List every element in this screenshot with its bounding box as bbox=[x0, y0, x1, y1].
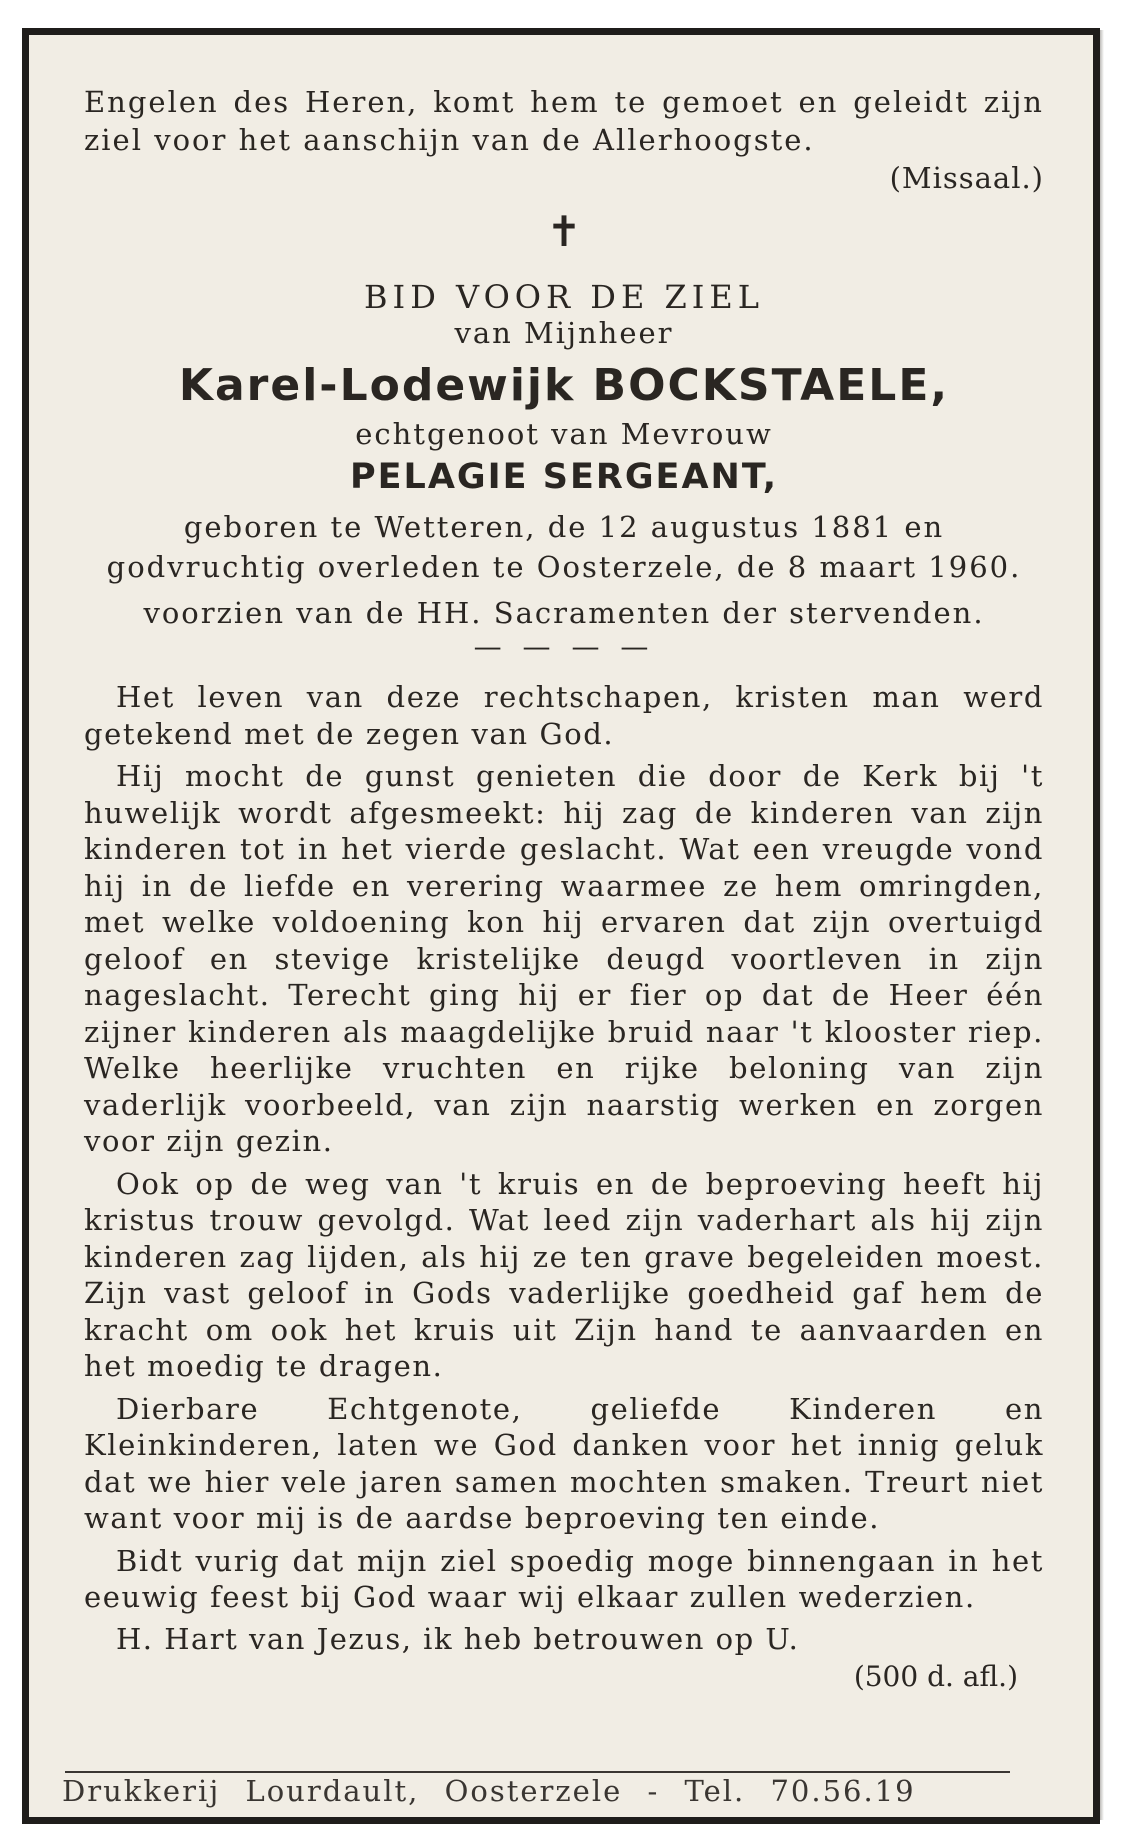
card-content bbox=[84, 83, 1044, 1693]
birth-line: geboren te Wetteren, de 12 augustus 1881 en bbox=[183, 510, 945, 544]
paragraph: Dierbare Echtgenote, geliefde Kinderen en Kleinkinderen, laten we God danken voor het innig geluk dat we hier vele jaren samen mochten smaken. Treurt niet want voor mij is de aardse beproeving ten einde. bbox=[84, 1391, 1044, 1535]
paragraph: Het leven van deze rechtschapen, kristen man werd getekend met de zegen van God. bbox=[84, 680, 1044, 751]
of-mister-line: van Mijnheer bbox=[454, 316, 674, 350]
cross-icon: ✝ bbox=[546, 207, 582, 256]
eulogy-body bbox=[84, 679, 1044, 1616]
life-dates bbox=[84, 507, 1044, 633]
memorial-card bbox=[22, 28, 1100, 1824]
spouse-intro: echtgenoot van Mevrouw bbox=[355, 417, 773, 451]
deceased-name: Karel-Lodewijk BOCKSTAELE, bbox=[178, 360, 950, 411]
indulgence-note: (500 d. afl.) bbox=[853, 1659, 1018, 1693]
spouse-name: PELAGIE SERGEANT, bbox=[349, 457, 779, 497]
motto-text: Engelen des Heren, komt hem te gemoet en geleidt zijn ziel voor het aanschijn van de Allerhoogste. bbox=[84, 85, 1044, 157]
printer-credit: Drukkerij Lourdault, Oosterzele - Tel. 70.56.19 bbox=[62, 1774, 916, 1808]
sacraments-line: voorzien van de HH. Sacramenten der stervenden. bbox=[143, 596, 985, 630]
separator: — — — — bbox=[473, 630, 655, 663]
paragraph: Ook op de weg van 't kruis en de beproeving heeft hij kristus trouw gevolgd. Wat leed zijn vaderhart als hij zijn kinderen zag lijden, als hij ze ten grave begeleiden moest. Zijn vast geloof in Gods vaderlijke goedheid gaf hem de kracht om ook het kruis uit Zijn hand te aanvaarden en het moedig te dragen. bbox=[84, 1166, 1044, 1383]
pray-heading: BID VOOR DE ZIEL bbox=[364, 278, 764, 316]
footer-rule bbox=[65, 1771, 1010, 1773]
paragraph: Bidt vurig dat mijn ziel spoedig moge binnengaan in het eeuwig feest bij God waar wij elkaar zullen wederzien. bbox=[84, 1543, 1044, 1614]
death-line: godvruchtig overleden te Oosterzele, de 8 maart 1960. bbox=[106, 550, 1022, 584]
paragraph: Hij mocht de gunst genieten die door de Kerk bij 't huwelijk wordt afgesmeekt: hij zag de kinderen van zijn kinderen tot in het vierde geslacht. Wat een vreugde vond hij in de liefde en verering waarmee ze hem omringden, met welke voldoening kon hij ervaren dat zijn overtuigd geloof en stevige kristelijke deugd voortleven in zijn nageslacht. Terecht ging hij er fier op dat de Heer één zijner kinderen als maagdelijke bruid naar 't klooster riep. Welke heerlijke vruchten en rijke beloning van zijn vaderlijk voorbeeld, van zijn naarstig werken en zorgen voor zijn gezin. bbox=[84, 759, 1044, 1158]
motto-source: (Missaal.) bbox=[889, 161, 1044, 195]
closing-prayer: H. Hart van Jezus, ik heb betrouwen op U. bbox=[116, 1621, 800, 1656]
